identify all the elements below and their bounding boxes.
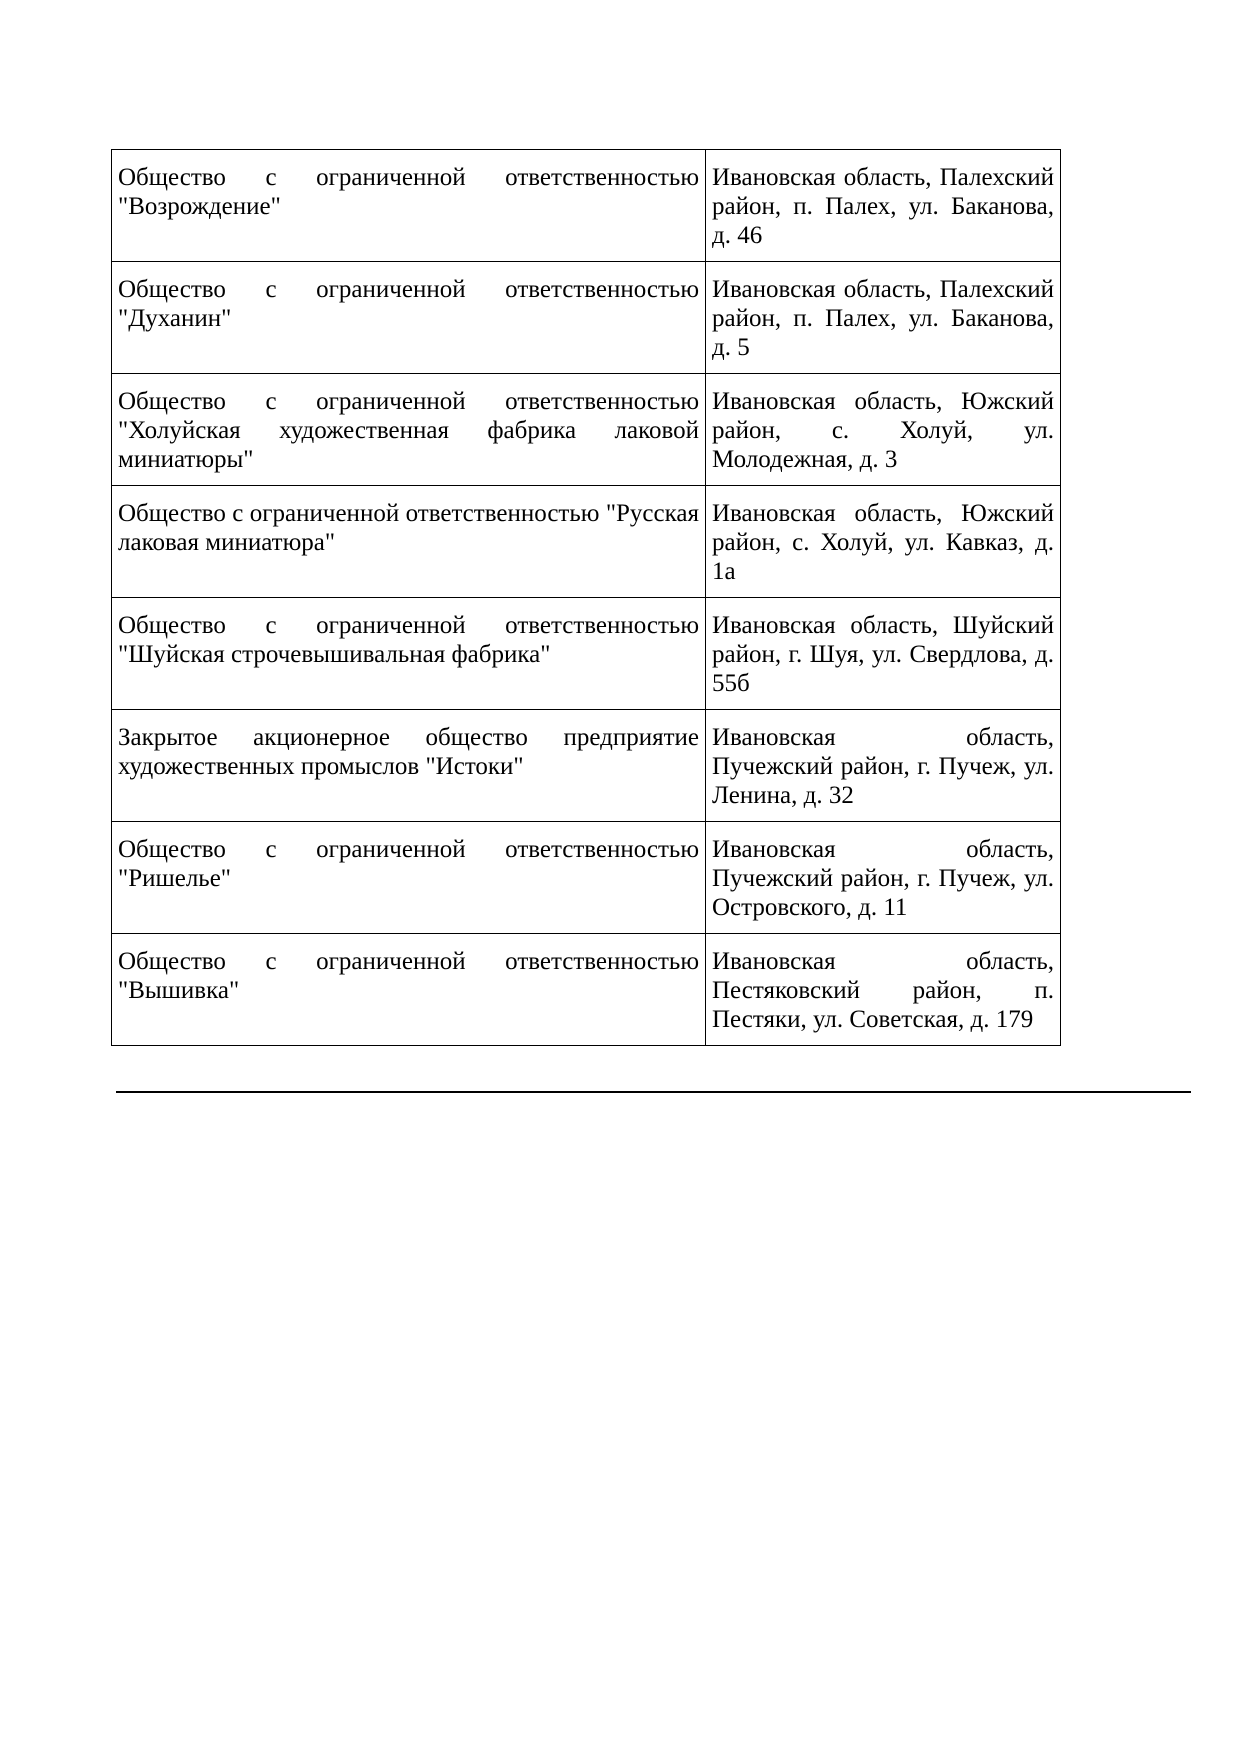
table-row (112, 374, 1061, 486)
organization-cell: Общество с ограниченной ответственностью "Духанин" (112, 262, 706, 374)
organization-cell: Общество с ограниченной ответственностью "Холуйская художественная фабрика лаковой миниатюры" (112, 374, 706, 486)
address-cell: Ивановская область, Пестяковский район, п. Пестяки, ул. Советская, д. 179 (706, 934, 1061, 1046)
address-cell: Ивановская область, Южский район, с. Холуй, ул. Кавказ, д. 1а (706, 486, 1061, 598)
organization-cell: Общество с ограниченной ответственностью "Русская лаковая миниатюра" (112, 486, 706, 598)
table-row (112, 710, 1061, 822)
table-row (112, 262, 1061, 374)
organization-cell: Закрытое акционерное общество предприятие художественных промыслов "Истоки" (112, 710, 706, 822)
organizations-table (111, 149, 1061, 1046)
address-cell: Ивановская область, Южский район, с. Холуй, ул. Молодежная, д. 3 (706, 374, 1061, 486)
address-cell: Ивановская область, Пучежский район, г. Пучеж, ул. Ленина, д. 32 (706, 710, 1061, 822)
table-row (112, 486, 1061, 598)
organization-cell: Общество с ограниченной ответственностью "Возрождение" (112, 150, 706, 262)
organization-cell: Общество с ограниченной ответственностью "Ришелье" (112, 822, 706, 934)
table-row (112, 150, 1061, 262)
address-cell: Ивановская область, Палехский район, п. Палех, ул. Баканова, д. 5 (706, 262, 1061, 374)
address-cell: Ивановская область, Шуйский район, г. Шуя, ул. Свердлова, д. 55б (706, 598, 1061, 710)
address-cell: Ивановская область, Пучежский район, г. Пучеж, ул. Островского, д. 11 (706, 822, 1061, 934)
organization-cell: Общество с ограниченной ответственностью "Вышивка" (112, 934, 706, 1046)
organization-cell: Общество с ограниченной ответственностью "Шуйская строчевышивальная фабрика" (112, 598, 706, 710)
table-row (112, 934, 1061, 1046)
table-row (112, 822, 1061, 934)
footnote-separator-line (116, 1091, 1191, 1093)
address-cell: Ивановская область, Палехский район, п. Палех, ул. Баканова, д. 46 (706, 150, 1061, 262)
table-row (112, 598, 1061, 710)
